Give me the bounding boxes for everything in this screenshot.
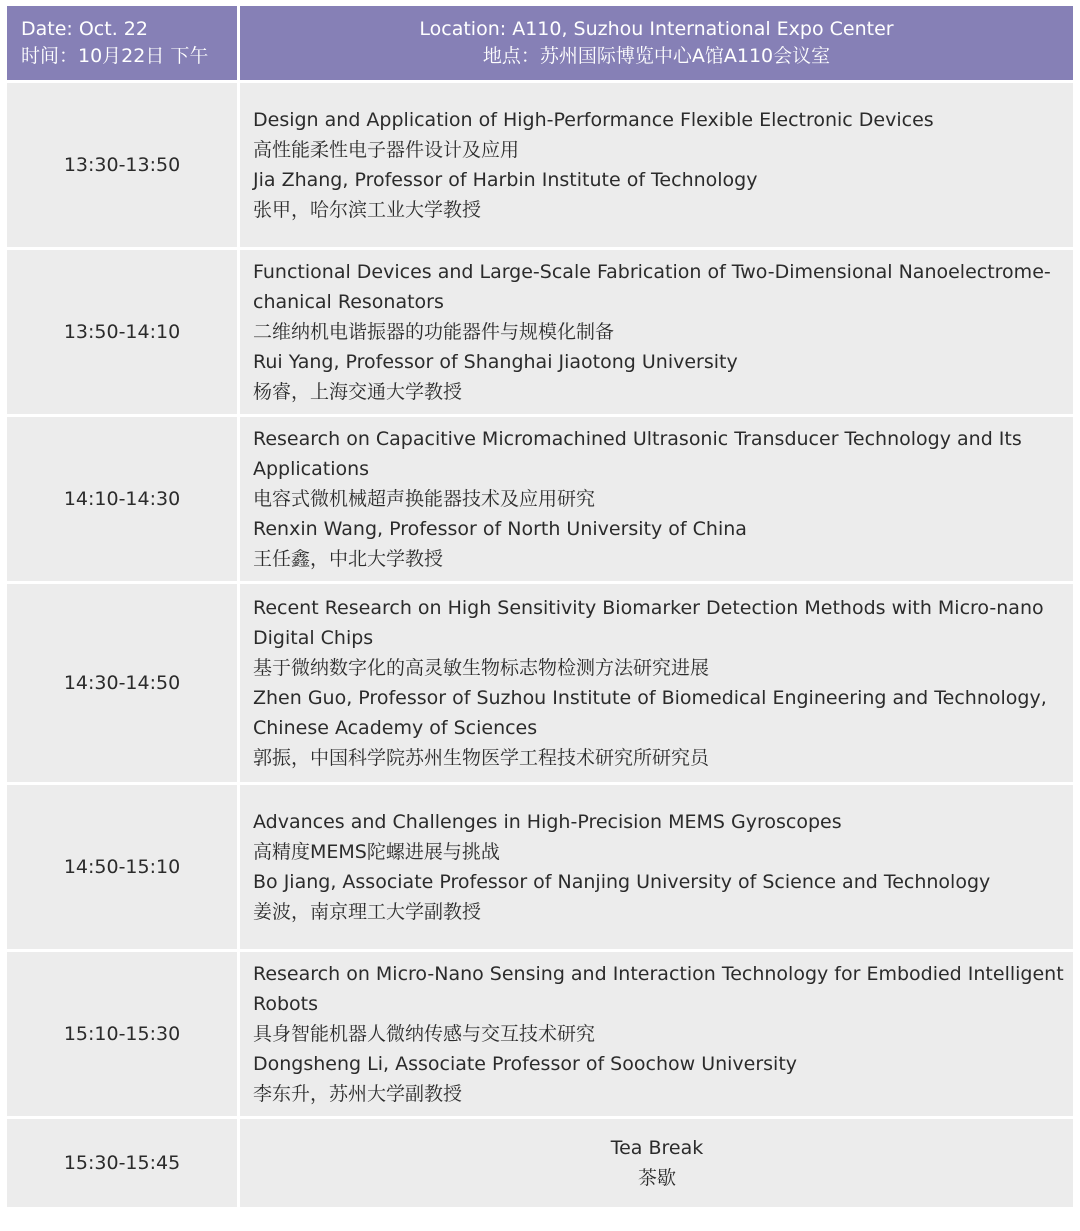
session-title-en: Recent Research on High Sensitivity Biomarker Detection Methods with Micro-nano	[253, 597, 1044, 619]
break-label-cn: 茶歇	[637, 1167, 676, 1189]
speaker-en: Dongsheng Li, Associate Professor of Soochow University	[253, 1053, 798, 1075]
speaker-cn: 杨睿，上海交通大学教授	[253, 381, 463, 403]
session-time: 13:30-13:50	[63, 154, 181, 176]
location-en: Location: A110, Suzhou International Expo Center	[419, 18, 894, 40]
speaker-cn: 郭振，中国科学院苏州生物医学工程技术研究所研究员	[253, 747, 710, 769]
session-cell	[240, 952, 1073, 1116]
session-cell	[240, 250, 1073, 414]
time-cell	[7, 417, 237, 581]
speaker-en: Bo Jiang, Associate Professor of Nanjing University of Science and Technology	[253, 871, 991, 893]
date-header	[7, 6, 237, 80]
session-title-en: Robots	[253, 993, 319, 1015]
location-cn: 地点：苏州国际博览中心A馆A110会议室	[482, 45, 831, 67]
speaker-cn: 李东升，苏州大学副教授	[253, 1083, 463, 1105]
session-title-en: Functional Devices and Large-Scale Fabrication of Two-Dimensional Nanoelectrome-	[253, 261, 1051, 283]
session-time: 14:10-14:30	[63, 488, 181, 510]
time-cell	[7, 785, 237, 949]
date-cn: 时间：10月22日 下午	[21, 45, 209, 67]
speaker-en: Zhen Guo, Professor of Suzhou Institute of Biomedical Engineering and Technology,	[253, 687, 1047, 709]
session-title-en: Applications	[253, 458, 370, 480]
session-title-cn: 电容式微机械超声换能器技术及应用研究	[253, 488, 596, 510]
session-title-cn: 具身智能机器人微纳传感与交互技术研究	[253, 1023, 596, 1045]
time-cell	[7, 83, 237, 247]
session-cell	[240, 417, 1073, 581]
session-cell	[240, 584, 1073, 782]
session-time: 14:30-14:50	[63, 672, 181, 694]
location-header	[240, 6, 1073, 80]
break-label-en: Tea Break	[610, 1137, 704, 1159]
schedule-table	[7, 6, 1073, 1207]
session-title-cn: 高精度MEMS陀螺进展与挑战	[253, 841, 500, 863]
speaker-en: Renxin Wang, Professor of North University of China	[253, 518, 747, 540]
session-title-en: Advances and Challenges in High-Precision MEMS Gyroscopes	[253, 811, 842, 833]
session-time: 15:10-15:30	[63, 1023, 181, 1045]
time-cell	[7, 1119, 237, 1207]
session-title-en: chanical Resonators	[253, 291, 444, 313]
speaker-cn: 张甲，哈尔滨工业大学教授	[253, 199, 482, 221]
session-cell	[240, 83, 1073, 247]
speaker-en: Jia Zhang, Professor of Harbin Institute of Technology	[253, 169, 758, 191]
break-time: 15:30-15:45	[63, 1152, 181, 1174]
session-title-en: Digital Chips	[253, 627, 374, 649]
session-time: 13:50-14:10	[63, 321, 181, 343]
session-title-en: Research on Capacitive Micromachined Ultrasonic Transducer Technology and Its	[253, 428, 1022, 450]
speaker-en: Chinese Academy of Sciences	[253, 717, 538, 739]
session-title-cn: 高性能柔性电子器件设计及应用	[253, 139, 520, 161]
session-title-cn: 二维纳机电谐振器的功能器件与规模化制备	[253, 321, 615, 343]
session-title-en: Design and Application of High-Performance Flexible Electronic Devices	[253, 109, 934, 131]
session-title-en: Research on Micro-Nano Sensing and Interaction Technology for Embodied Intelligent	[253, 963, 1064, 985]
date-en: Date: Oct. 22	[21, 18, 148, 40]
speaker-cn: 王任鑫，中北大学教授	[253, 548, 444, 570]
break-cell	[240, 1119, 1073, 1207]
time-cell	[7, 952, 237, 1116]
time-cell	[7, 584, 237, 782]
time-cell	[7, 250, 237, 414]
session-time: 14:50-15:10	[63, 856, 181, 878]
session-cell	[240, 785, 1073, 949]
session-title-cn: 基于微纳数字化的高灵敏生物标志物检测方法研究进展	[253, 657, 710, 679]
speaker-en: Rui Yang, Professor of Shanghai Jiaotong University	[253, 351, 738, 373]
speaker-cn: 姜波，南京理工大学副教授	[253, 901, 482, 923]
